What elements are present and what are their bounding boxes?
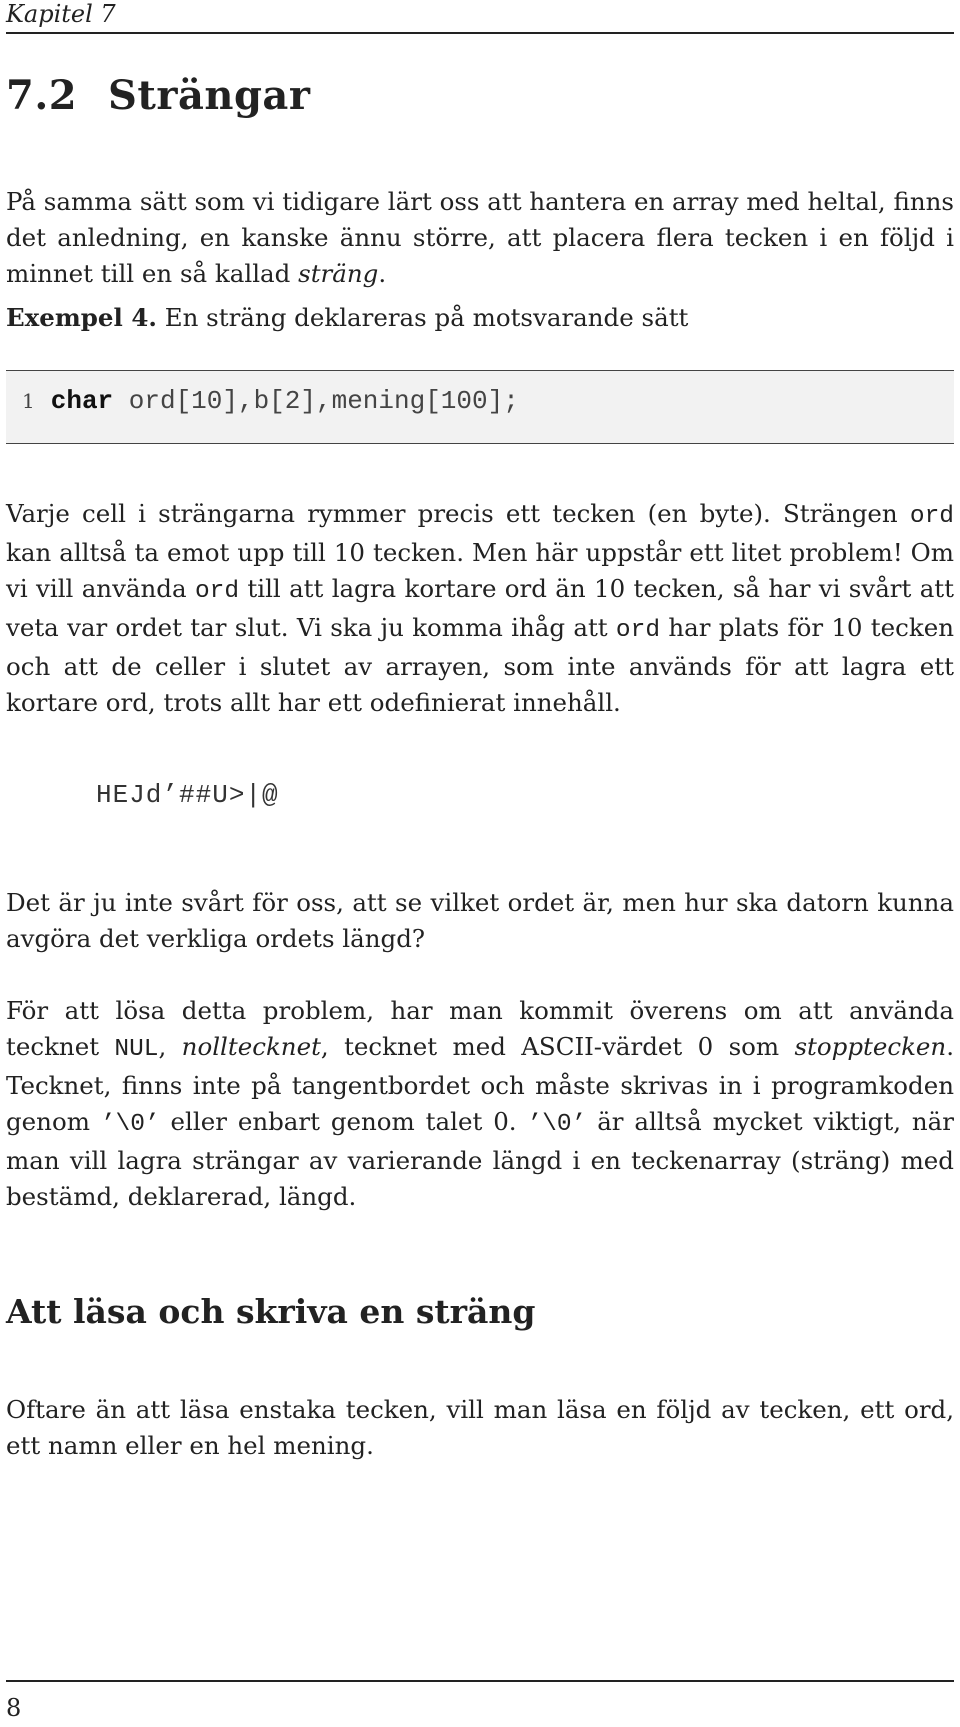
p5-text-c: , tecknet med ASCII-värdet 0 som xyxy=(320,1032,795,1061)
memory-sample: HEJd’##U>|@ xyxy=(96,780,279,810)
code-ord-3: ord xyxy=(615,617,661,644)
code-listing xyxy=(6,370,954,444)
intro-paragraph xyxy=(6,184,954,292)
term-stopptecken: stopptecken xyxy=(794,1032,947,1061)
footer-rule xyxy=(6,1680,954,1682)
section-title-text: Strängar xyxy=(108,72,311,119)
cell-paragraph xyxy=(6,496,954,721)
p5-text-a: För att lösa detta problem, har man kommit överens om att använda tecknet xyxy=(6,996,954,1061)
code-declaration: ord[10],b[2],mening[100]; xyxy=(113,386,519,416)
section-title xyxy=(6,72,310,119)
p3-text-b: kan alltså ta emot upp till 10 tecken. Men här uppstår ett litet problem! Om vi vill använda xyxy=(6,538,954,603)
p3-text-d: har plats för 10 tecken och att de celler i slutet av arrayen, som inte används för att lagra ett kortare ord, trots allt har ett odefinierat innehåll. xyxy=(6,613,954,717)
example-paragraph xyxy=(6,300,954,336)
code-line-number: 1 xyxy=(22,389,35,413)
question-paragraph: Det är ju inte svårt för oss, att se vilket ordet är, men hur ska datorn kunna avgöra det verkliga ordets längd? xyxy=(6,888,954,953)
p5-text-f: är alltså mycket viktigt, när man vill lagra strängar av varierande längd i en teckenarray (sträng) med bestämd, deklarerad, längd. xyxy=(6,1107,954,1211)
section-number: 7.2 xyxy=(6,72,78,119)
p5-text-b: , xyxy=(158,1032,182,1061)
example-text: En sträng deklareras på motsvarande sätt xyxy=(156,303,689,332)
p3-text-a: Varje cell i strängarna rymmer precis ett tecken (en byte). Strängen xyxy=(6,499,910,528)
example-label: Exempel 4. xyxy=(6,303,157,332)
p5-text-d: . Tecknet, finns inte på tangentbordet och måste skrivas in i programkoden genom xyxy=(6,1032,955,1136)
intro-end: . xyxy=(378,259,387,288)
nul-paragraph xyxy=(6,993,954,1215)
header-rule xyxy=(6,32,954,34)
code-null-char-1: ’\0’ xyxy=(100,1111,160,1138)
p3-text-c: till att lagra kortare ord än 10 tecken, så har vi svårt att veta var ordet tar slut. Vi ska ju komma ihåg att xyxy=(6,574,954,642)
term-nolltecknet: nolltecknet xyxy=(181,1032,321,1061)
intro-text: På samma sätt som vi tidigare lärt oss att hantera en array med heltal, finns det anledning, en kanske ännu större, att placera flera tecken i en följd i minnet till en så kallad xyxy=(6,187,954,288)
code-keyword: char xyxy=(50,386,114,416)
running-head: Kapitel 7 xyxy=(6,0,116,28)
p5-text-e: eller enbart genom talet 0. xyxy=(159,1107,528,1136)
subsection-title: Att läsa och skriva en sträng xyxy=(6,1292,536,1331)
term-strang: sträng xyxy=(298,259,379,288)
code-ord-2: ord xyxy=(194,578,240,605)
code-nul: NUL xyxy=(114,1036,159,1063)
code-null-char-2: ’\0’ xyxy=(527,1111,587,1138)
read-paragraph: Oftare än att läsa enstaka tecken, vill man läsa en följd av tecken, ett ord, ett namn eller en hel mening. xyxy=(6,1395,954,1460)
page-number: 8 xyxy=(6,1694,22,1722)
code-ord-1: ord xyxy=(909,503,954,530)
code-line xyxy=(22,383,519,419)
